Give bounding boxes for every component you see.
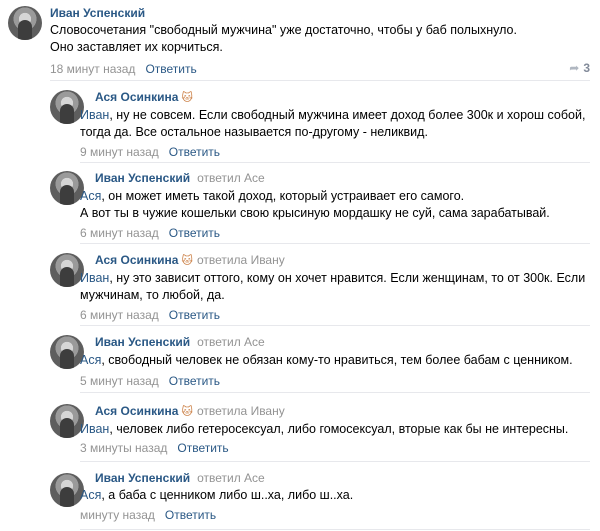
author-name[interactable]: Иван Успенский xyxy=(50,6,146,20)
comment-meta xyxy=(50,62,197,76)
cat-badge-icon: 🐱 xyxy=(181,406,193,418)
timestamp[interactable]: 9 минут назад xyxy=(80,145,159,159)
reply-arrow-icon: ➦ xyxy=(569,61,580,75)
comment-text: Ася, свободный человек не обязан кому-то нравиться, тем более бабам с ценником. xyxy=(80,353,573,367)
reply-button[interactable]: Ответить xyxy=(145,62,197,76)
reply-comment xyxy=(0,396,600,462)
mention-link[interactable]: Ася xyxy=(80,353,102,367)
comment-meta xyxy=(80,441,229,455)
mention-link[interactable]: Иван xyxy=(80,422,110,436)
avatar[interactable] xyxy=(50,171,84,205)
replied-to[interactable]: ответил Асе xyxy=(197,471,265,485)
reply-button[interactable]: Ответить xyxy=(168,226,221,240)
divider xyxy=(80,243,590,244)
root-comment xyxy=(0,0,600,80)
comment-meta xyxy=(80,308,220,322)
reply-button[interactable]: Ответить xyxy=(168,145,221,159)
author-name[interactable]: Иван Успенский ответил Асе xyxy=(95,471,265,485)
comment-text: Иван, ну не совсем. Если свободный мужчина имеет доход более 300к и хорош собой, тогда да. Все остальное называется по-другому - неликвид. xyxy=(80,108,586,139)
comment-text: Ася, он может иметь такой доход, который устраивает его самого. А вот ты в чужие кошельки свою крысиную мордашку не суй, сама зарабатывай. xyxy=(80,189,550,220)
reply-comment xyxy=(0,163,600,243)
timestamp[interactable]: 3 минуты назад xyxy=(80,441,168,455)
timestamp[interactable]: минуту назад xyxy=(80,508,155,522)
comment-meta xyxy=(80,226,220,240)
author-name[interactable]: Ася Осинкина 🐱 ответила Ивану xyxy=(95,253,285,267)
comment-text: Словосочетания "свободный мужчина" уже достаточно, чтобы у баб полыхнуло. Оно заставляет их корчиться. xyxy=(50,23,517,54)
comment-meta xyxy=(80,508,216,522)
comment-text: Иван, человек либо гетеросексуал, либо гомосексуал, вторые как бы не интересны. xyxy=(80,422,569,436)
divider xyxy=(80,392,590,393)
reply-button[interactable]: Ответить xyxy=(168,308,221,322)
replies-count[interactable]: ➦ 3 xyxy=(569,61,590,75)
replied-to[interactable]: ответила Ивану xyxy=(196,253,285,267)
avatar[interactable] xyxy=(50,404,84,438)
reply-button[interactable]: Ответить xyxy=(177,441,229,455)
timestamp[interactable]: 6 минут назад xyxy=(80,226,159,240)
mention-link[interactable]: Ася xyxy=(80,189,102,203)
timestamp[interactable]: 18 минут назад xyxy=(50,62,136,76)
divider xyxy=(80,461,590,462)
avatar[interactable] xyxy=(8,6,42,40)
avatar[interactable] xyxy=(50,335,84,369)
author-name[interactable]: Ася Осинкина 🐱 xyxy=(95,90,193,104)
replied-to[interactable]: ответил Асе xyxy=(197,171,265,185)
divider xyxy=(80,529,590,530)
reply-comment xyxy=(0,82,600,162)
cat-badge-icon: 🐱 xyxy=(181,92,193,104)
author-name[interactable]: Иван Успенский ответил Асе xyxy=(95,335,265,349)
comment-text: Иван, ну это зависит оттого, кому он хочет нравится. Если женщинам, то от 300к. Если мужчинам, то любой, да. xyxy=(80,271,586,302)
reply-button[interactable]: Ответить xyxy=(168,374,221,388)
mention-link[interactable]: Иван xyxy=(80,108,110,122)
avatar[interactable] xyxy=(50,473,84,507)
divider xyxy=(80,325,590,326)
author-name[interactable]: Иван Успенский ответил Асе xyxy=(95,171,265,185)
cat-badge-icon: 🐱 xyxy=(181,255,193,267)
reply-comment xyxy=(0,245,600,325)
timestamp[interactable]: 6 минут назад xyxy=(80,308,159,322)
replied-to[interactable]: ответил Асе xyxy=(197,335,265,349)
mention-link[interactable]: Ася xyxy=(80,488,102,502)
avatar[interactable] xyxy=(50,90,84,124)
replied-to[interactable]: ответила Ивану xyxy=(196,404,285,418)
comment-text: Ася, а баба с ценником либо ш..ха, либо ш..ха. xyxy=(80,488,354,502)
timestamp[interactable]: 5 минут назад xyxy=(80,374,159,388)
comment-meta xyxy=(80,374,220,388)
reply-comment xyxy=(0,327,600,393)
reply-comment xyxy=(0,465,600,531)
reply-button[interactable]: Ответить xyxy=(164,508,217,522)
mention-link[interactable]: Иван xyxy=(80,271,110,285)
divider xyxy=(50,80,590,81)
avatar[interactable] xyxy=(50,253,84,287)
comment-meta xyxy=(80,145,220,159)
author-name[interactable]: Ася Осинкина 🐱 ответила Ивану xyxy=(95,404,285,418)
